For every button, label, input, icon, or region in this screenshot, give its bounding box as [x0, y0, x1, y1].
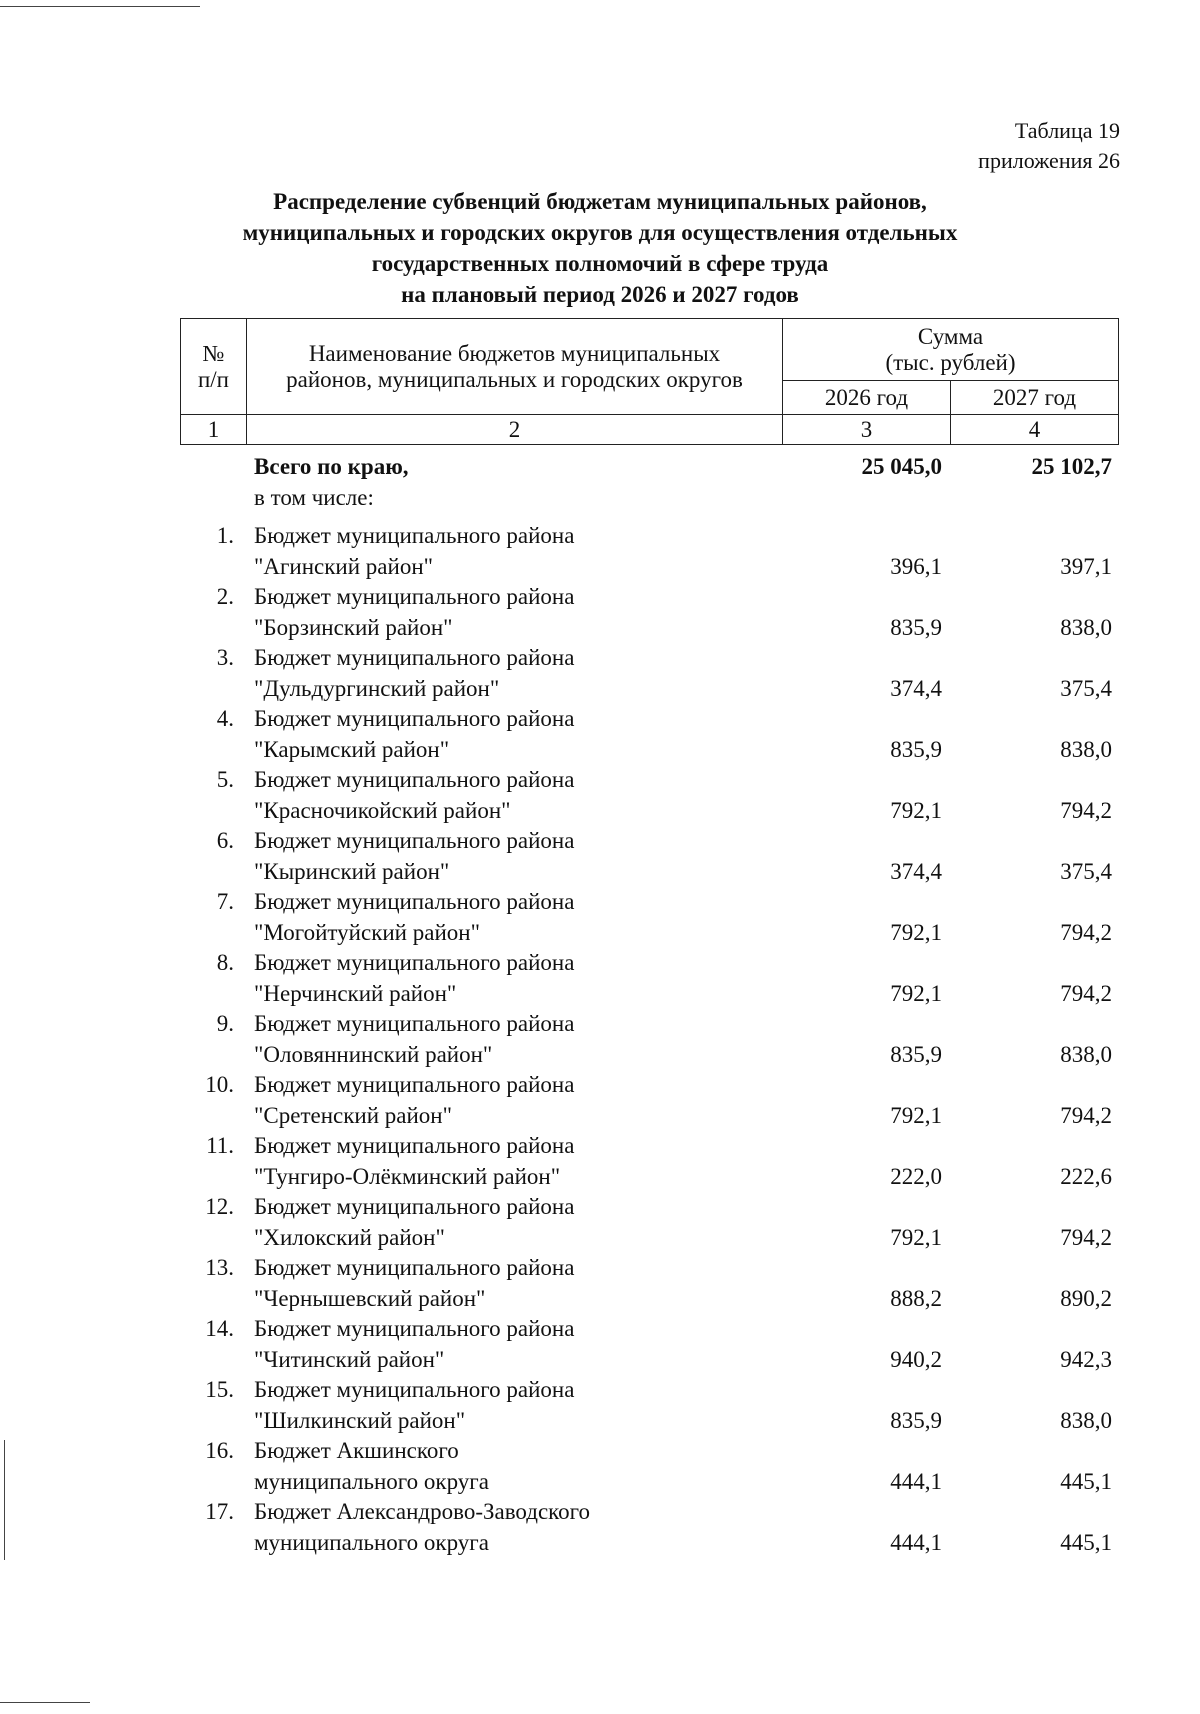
row-number: 8.: [216, 950, 234, 975]
table-reference: [978, 116, 1120, 176]
header-index-3: 3: [783, 415, 951, 445]
header-index-1: 1: [181, 415, 247, 445]
row-name-line-1: Бюджет муниципального района: [254, 523, 575, 548]
row-name-line-2: "Дульдургинский район": [254, 675, 500, 701]
title-line-1: Распределение субвенций бюджетам муниципальных районов,: [273, 189, 927, 214]
row-number: 11.: [206, 1133, 234, 1158]
row-name-line-2: "Шилкинский район": [254, 1407, 466, 1433]
row-name-line-2: "Оловяннинский район": [254, 1041, 493, 1067]
total-label: Всего по краю,: [254, 454, 409, 479]
row-value-2026: 792,1: [890, 1224, 942, 1250]
row-value-2026: 835,9: [890, 614, 942, 640]
row-value-2026: 940,2: [890, 1346, 942, 1372]
row-name-line-1: Бюджет муниципального района: [254, 1377, 575, 1402]
row-budget-name: [246, 1131, 782, 1192]
row-budget-name: [246, 1436, 782, 1497]
table-row: [180, 1314, 1118, 1375]
scan-edge-bottom: [0, 1702, 90, 1703]
document-title: [150, 186, 1050, 310]
table-row: [180, 704, 1118, 765]
table-row: [180, 1009, 1118, 1070]
row-value-2027: 838,0: [1060, 614, 1112, 640]
table-row: [180, 826, 1118, 887]
row-budget-name: [246, 1009, 782, 1070]
row-budget-name: [246, 521, 782, 582]
row-number: 2.: [216, 584, 234, 609]
title-line-4: на плановый период 2026 и 2027 годов: [401, 282, 799, 307]
title-line-2: муниципальных и городских округов для осуществления отдельных: [242, 220, 958, 245]
row-budget-name: [246, 1070, 782, 1131]
scan-edge-top: [0, 6, 200, 7]
row-number: 3.: [216, 645, 234, 670]
row-name-line-1: Бюджет муниципального района: [254, 706, 575, 731]
row-value-2026: 835,9: [890, 1407, 942, 1433]
row-value-2026: 396,1: [890, 553, 942, 579]
row-number: 10.: [205, 1072, 234, 1097]
total-row: [180, 452, 1118, 483]
total-2026: 25 045,0: [861, 454, 942, 479]
row-value-2026: 792,1: [890, 1102, 942, 1128]
table-row: [180, 521, 1118, 582]
row-name-line-1: Бюджет муниципального района: [254, 1194, 575, 1219]
row-budget-name: [246, 643, 782, 704]
row-budget-name: [246, 826, 782, 887]
row-name-line-1: Бюджет муниципального района: [254, 1133, 575, 1158]
row-value-2027: 838,0: [1060, 1041, 1112, 1067]
row-value-2027: 838,0: [1060, 736, 1112, 762]
row-name-line-2: "Агинский район": [254, 553, 434, 579]
row-value-2027: 794,2: [1060, 1224, 1112, 1250]
header-index-4: 4: [951, 415, 1119, 445]
row-name-line-2: "Могойтуйский район": [254, 919, 480, 945]
row-number: 4.: [216, 706, 234, 731]
header-year-2026: 2026 год: [783, 381, 951, 415]
scan-edge-left: [4, 1440, 5, 1560]
row-value-2026: 792,1: [890, 797, 942, 823]
row-name-line-2: "Читинский район": [254, 1346, 445, 1372]
row-name-line-1: Бюджет муниципального района: [254, 1316, 575, 1341]
table-row: [180, 887, 1118, 948]
row-name-line-1: Бюджет муниципального района: [254, 645, 575, 670]
row-budget-name: [246, 1375, 782, 1436]
row-value-2027: 794,2: [1060, 797, 1112, 823]
row-value-2027: 794,2: [1060, 980, 1112, 1006]
row-name-line-1: Бюджет муниципального района: [254, 1011, 575, 1036]
row-number: 6.: [216, 828, 234, 853]
row-name-line-2: "Карымский район": [254, 736, 450, 762]
row-name-line-2: "Борзинский район": [254, 614, 453, 640]
row-value-2026: 835,9: [890, 736, 942, 762]
row-budget-name: [246, 582, 782, 643]
including-label: в том числе:: [254, 484, 374, 510]
row-number: 14.: [205, 1316, 234, 1341]
row-value-2027: 890,2: [1060, 1285, 1112, 1311]
row-budget-name: [246, 1192, 782, 1253]
row-budget-name: [246, 704, 782, 765]
row-value-2026: 792,1: [890, 980, 942, 1006]
row-name-line-1: Бюджет муниципального района: [254, 1072, 575, 1097]
header-year-2027: 2027 год: [951, 381, 1119, 415]
row-budget-name: [246, 948, 782, 1009]
row-name-line-2: "Кыринский район": [254, 858, 450, 884]
row-number: 13.: [205, 1255, 234, 1280]
row-value-2027: 445,1: [1060, 1529, 1112, 1555]
row-name-line-2: "Чернышевский район": [254, 1285, 486, 1311]
table-row: [180, 1497, 1118, 1558]
row-name-line-1: Бюджет муниципального района: [254, 889, 575, 914]
row-budget-name: [246, 1497, 782, 1558]
row-name-line-2: "Красночикойский район": [254, 797, 511, 823]
row-value-2027: 397,1: [1060, 553, 1112, 579]
row-name-line-2: "Нерчинский район": [254, 980, 457, 1006]
table-header: [180, 318, 1119, 445]
row-number: 17.: [205, 1499, 234, 1524]
row-budget-name: [246, 1253, 782, 1314]
row-name-line-2: "Сретенский район": [254, 1102, 452, 1128]
row-number: 15.: [205, 1377, 234, 1402]
table-row: [180, 765, 1118, 826]
row-value-2026: 222,0: [890, 1163, 942, 1189]
row-name-line-1: Бюджет муниципального района: [254, 950, 575, 975]
total-2027: 25 102,7: [1031, 454, 1112, 479]
row-budget-name: [246, 887, 782, 948]
table-row: [180, 1436, 1118, 1497]
row-name-line-1: Бюджет Александрово-Заводского: [254, 1499, 591, 1524]
row-budget-name: [246, 1314, 782, 1375]
table-label: Таблица 19: [1014, 118, 1120, 143]
row-value-2026: 444,1: [890, 1529, 942, 1555]
header-sum: Сумма (тыс. рублей): [783, 319, 1119, 381]
row-name-line-1: Бюджет муниципального района: [254, 767, 575, 792]
header-col-number: № п/п: [181, 319, 247, 415]
row-value-2026: 374,4: [890, 858, 942, 884]
row-value-2026: 444,1: [890, 1468, 942, 1494]
row-value-2027: 375,4: [1060, 858, 1112, 884]
row-number: 5.: [216, 767, 234, 792]
appendix-label: приложения 26: [978, 148, 1120, 173]
row-value-2026: 835,9: [890, 1041, 942, 1067]
subtotal-caption-row: [180, 483, 1118, 522]
table-row: [180, 643, 1118, 704]
row-value-2026: 888,2: [890, 1285, 942, 1311]
row-name-line-2: "Хилокский район": [254, 1224, 445, 1250]
table-row: [180, 1375, 1118, 1436]
row-value-2026: 374,4: [890, 675, 942, 701]
row-name-line-1: Бюджет муниципального района: [254, 1255, 575, 1280]
row-value-2027: 222,6: [1060, 1163, 1112, 1189]
row-value-2027: 942,3: [1060, 1346, 1112, 1372]
table-row: [180, 1131, 1118, 1192]
row-value-2027: 445,1: [1060, 1468, 1112, 1494]
row-name-line-2: муниципального округа: [254, 1468, 489, 1494]
table-row: [180, 1192, 1118, 1253]
row-number: 1.: [216, 523, 234, 548]
row-budget-name: [246, 765, 782, 826]
row-name-line-1: Бюджет муниципального района: [254, 584, 575, 609]
row-number: 7.: [216, 889, 234, 914]
row-name-line-2: "Тунгиро-Олёкминский район": [254, 1163, 561, 1189]
table-row: [180, 1070, 1118, 1131]
row-value-2027: 794,2: [1060, 919, 1112, 945]
row-number: 12.: [205, 1194, 234, 1219]
row-value-2027: 375,4: [1060, 675, 1112, 701]
table-row: [180, 1253, 1118, 1314]
row-value-2026: 792,1: [890, 919, 942, 945]
table-row: [180, 582, 1118, 643]
row-name-line-1: Бюджет Акшинского: [254, 1438, 459, 1463]
header-index-2: 2: [247, 415, 783, 445]
table-row: [180, 948, 1118, 1009]
header-col-name: Наименование бюджетов муниципальных районов, муниципальных и городских округов: [247, 319, 783, 415]
row-value-2027: 838,0: [1060, 1407, 1112, 1433]
row-name-line-2: муниципального округа: [254, 1529, 489, 1555]
row-number: 16.: [205, 1438, 234, 1463]
title-line-3: государственных полномочий в сфере труда: [371, 251, 829, 276]
row-value-2027: 794,2: [1060, 1102, 1112, 1128]
row-name-line-1: Бюджет муниципального района: [254, 828, 575, 853]
distribution-table: [180, 452, 1118, 1558]
row-number: 9.: [216, 1011, 234, 1036]
